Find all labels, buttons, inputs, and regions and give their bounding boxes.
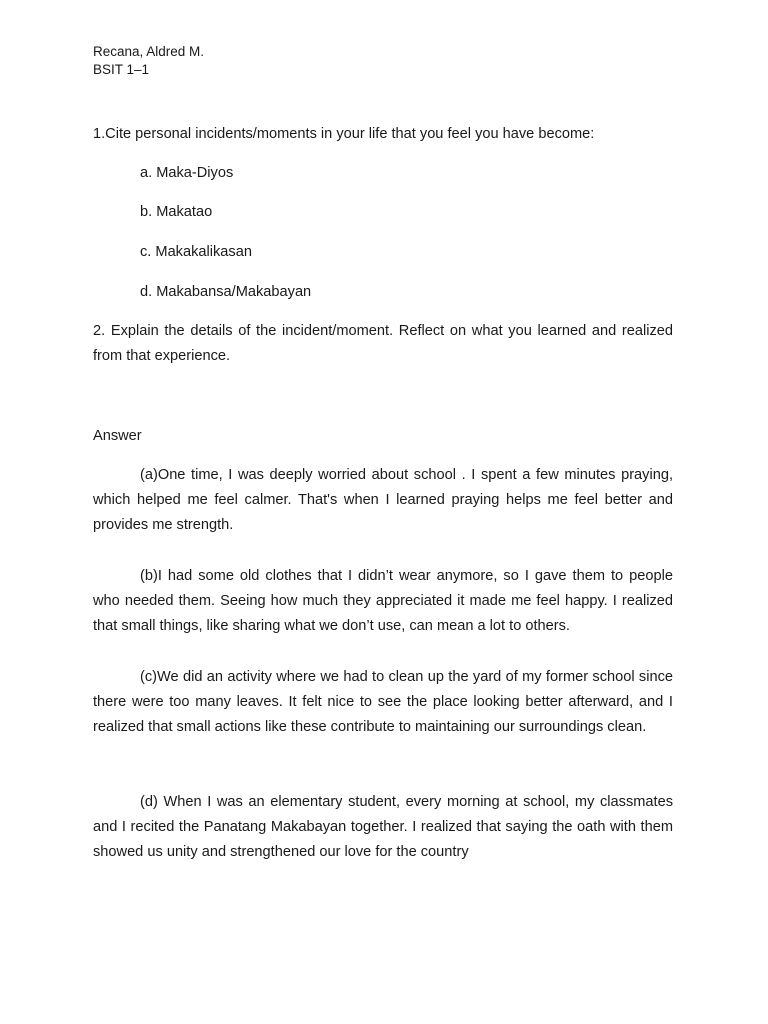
answer-paragraph-a: (a)One time, I was deeply worried about school . I spent a few minutes praying, which helped me feel calmer. That's when I learned praying helps me feel better and provides me strength. xyxy=(93,467,673,533)
option-d: d. Makabansa/Makabayan xyxy=(140,284,312,300)
question-1: 1.Cite personal incidents/moments in your life that you feel you have become: xyxy=(93,126,595,142)
option-a: a. Maka-Diyos xyxy=(140,165,234,181)
answer-paragraph-b: (b)I had some old clothes that I didn’t wear anymore, so I gave them to people who needed them. Seeing how much they appreciated it made me feel happy. I realized that small things, like sharing what we don’t use, can mean a lot to others. xyxy=(93,568,673,634)
option-c: c. Makakalikasan xyxy=(140,244,252,260)
document-page xyxy=(93,0,673,1024)
option-b: b. Makatao xyxy=(140,204,213,220)
question-2: 2. Explain the details of the incident/moment. Reflect on what you learned and realized from that experience. xyxy=(93,323,673,364)
student-section: BSIT 1–1 xyxy=(93,62,150,77)
answer-paragraph-c: (c)We did an activity where we had to clean up the yard of my former school since there were too many leaves. It felt nice to see the place looking better afterward, and I realized that small actions like these contribute to maintaining our surroundings clean. xyxy=(93,669,673,735)
student-name: Recana, Aldred M. xyxy=(93,44,205,59)
answer-label: Answer xyxy=(93,428,142,444)
answer-paragraph-d: (d) When I was an elementary student, every morning at school, my classmates and I recited the Panatang Makabayan together. I realized that saying the oath with them showed us unity and strengthened our love for the country xyxy=(93,794,673,860)
